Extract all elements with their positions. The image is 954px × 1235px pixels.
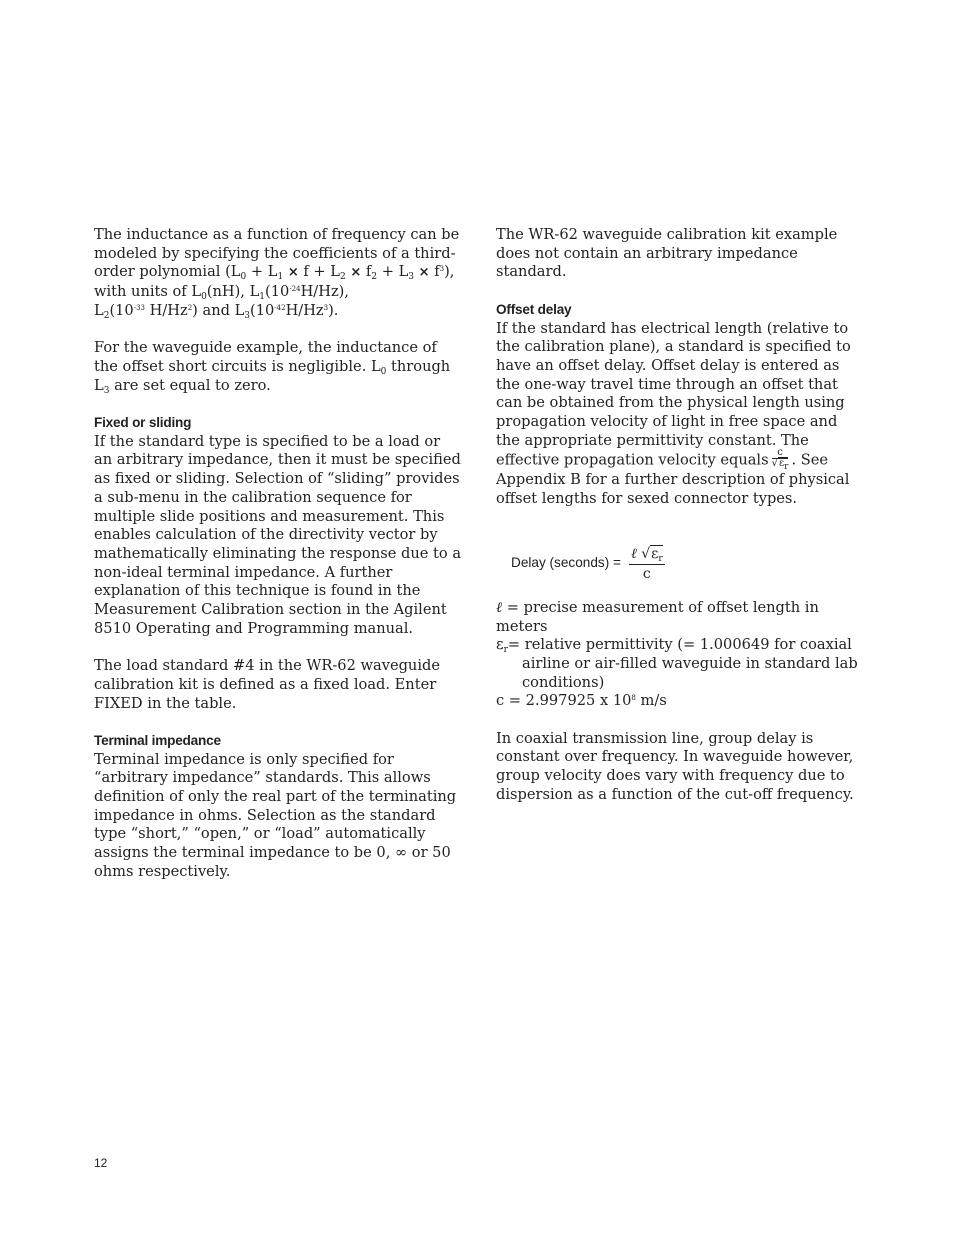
delay-equation [511, 545, 864, 583]
paragraph-load-standard: The load standard #4 in the WR-62 waveguide calibration kit is defined as a fixed load. Enter FIXED in the table. [94, 657, 440, 712]
heading-terminal-impedance: Terminal impedance [94, 732, 221, 748]
definition-length: ℓ = precise measurement of offset length in meters [496, 598, 819, 635]
paragraph-offset-delay: If the standard has electrical length (relative to the calibration plane), a standard is specified to have an offset delay. Offset delay is entered as the one-way travel time through an offset that can be obtained from the physical length using propagation velocity of light in free space and the appropriate permittivity constant. The effective propagation velocity equals $\frac{c}{√\varepsilon_r}$ . See Appendix B for a further description of physical offset lengths for sexed connector types. [496, 319, 851, 508]
velocity-fraction: $\frac{c}{√\varepsilon_r}$ [771, 447, 789, 473]
paragraph-terminal-impedance: Terminal impedance is only specified for “arbitrary impedance” standards. This allows definition of only the real part of the terminating impedance in ohms. Selection as the standard type “short,” “open,” or “load” automatically assigns the terminal impedance to be 0, ∞ or 50 ohms respectively. [94, 750, 457, 880]
paragraph-waveguide-inductance: For the waveguide example, the inductance of the offset short circuits is negligible. $L_0$ through $L_3$ are set equal to zero. [94, 339, 451, 396]
paragraph-inductance-model: The inductance as a function of frequency can be modeled by specifying the coefficients of a third-order polynomial $(L_0 + L_1 \times f + L_2 \times f_2 + L_3 \times f^3)$, with units of $L_0(nH)$, $L_1(10^{-24}H/Hz)$, $L_2(10^{-33}$ H/Hz$^2$) and $L_3(10^{-42}H/Hz^3)$. [94, 226, 460, 321]
definition-speed-of-light: c = 2.997925 x $10^8$ m/s [496, 692, 667, 710]
right-column [496, 226, 864, 805]
page-number: 12 [94, 1156, 108, 1170]
definition-permittivity: $\varepsilon_r=$ relative permittivity (= 1.000649 for coaxial airline or air-filled waveguide in standard lab conditions) [496, 636, 858, 691]
paragraph-wr62-example: The WR-62 waveguide calibration kit example does not contain an arbitrary impedance standard. [496, 226, 838, 281]
heading-offset-delay: Offset delay [496, 301, 572, 317]
heading-fixed-or-sliding: Fixed or sliding [94, 415, 192, 430]
delay-equation-label: Delay (seconds) = [511, 555, 621, 571]
paragraph-group-delay: In coaxial transmission line, group delay is constant over frequency. In waveguide however, group velocity does vary with frequency due to dispersion as a function of the cut-off frequency. [496, 729, 854, 803]
paragraph-fixed-or-sliding: If the standard type is specified to be a load or an arbitrary impedance, then it must be specified as fixed or sliding. Selection of “sliding” provides a sub-menu in the calibration sequence for multiple slide positions and measurement. This enables calculation of the directivity vector by mathematically eliminating the response due to a non-ideal terminal impedance. A further explanation of this technique is found in the Measurement Calibration section in the Agilent 8510 Operating and Programming manual. [94, 432, 462, 637]
delay-equation-fraction: $\frac{\ell √\varepsilon_r}{c}$ [630, 545, 663, 582]
left-column [94, 226, 462, 882]
